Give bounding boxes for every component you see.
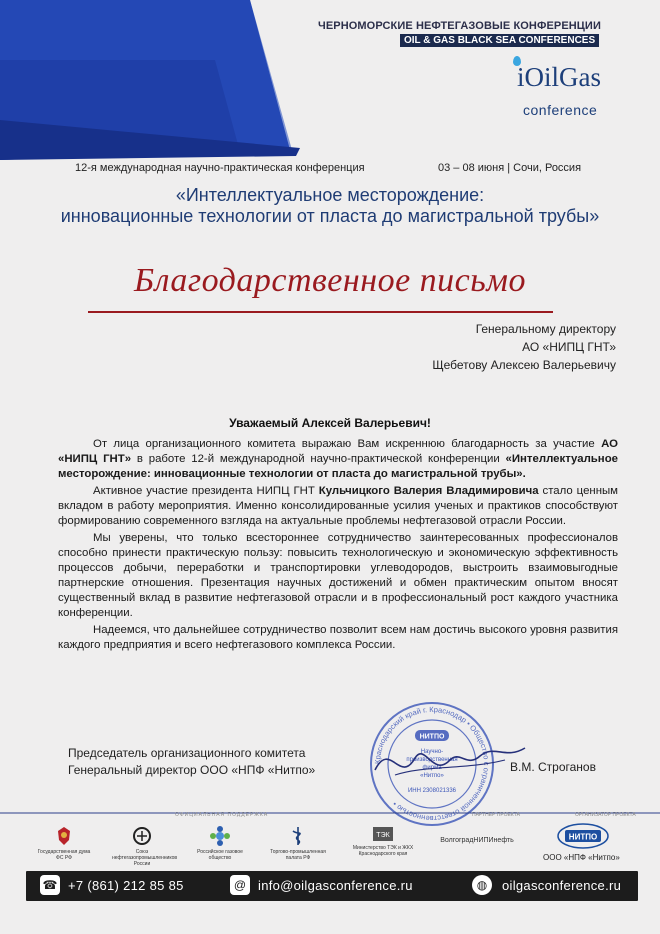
stamp-center-1: Научно- — [420, 749, 444, 755]
conference-number: 12-я международная научно-практическая конференция — [75, 162, 365, 174]
greeting: Уважаемый Алексей Валерьевич! — [229, 416, 431, 430]
signatory-role-line1: Председатель организационного комитета — [68, 746, 306, 760]
p1-conference-title: «Интеллектуальное месторождение: инновационные технологии от пласта до магистральной трубы». — [58, 453, 618, 480]
partner-volgograd-nipineft — [432, 838, 522, 844]
addressee-position: Генеральному директору — [475, 322, 616, 336]
conference-title-line2: инновационные технологии от пласта до магистральной трубы» — [60, 206, 600, 226]
footer-website[interactable]: oilgasconference.ru — [502, 878, 622, 893]
title-underline — [88, 311, 553, 313]
caduceus-icon — [289, 826, 307, 846]
p2-president-name: Кульчицкого Валерия Владимировича — [318, 485, 539, 497]
organizer-name: ООО «НПФ «Нитпо» — [543, 853, 620, 862]
svg-text:ТЭК: ТЭК — [376, 832, 390, 839]
label-project-partner: ПАРТНЕР ПРОЕКТА — [472, 812, 520, 818]
addressee-block — [360, 320, 616, 374]
footer-email[interactable]: info@oilgasconference.ru — [258, 878, 413, 893]
conference-title — [20, 185, 640, 227]
partner-name: Российское газовое общество — [197, 849, 243, 861]
phone-icon: ☎ — [40, 875, 60, 895]
corner-decoration — [0, 0, 330, 160]
organizer-name-en: OIL & GAS BLACK SEA CONFERENCES — [400, 34, 599, 47]
conference-title-line1: «Интеллектуальное месторождение: — [175, 185, 485, 205]
email-icon: @ — [230, 875, 250, 895]
organizer-logo — [557, 823, 609, 849]
stamp-center-4: «Нитпо» — [420, 773, 444, 779]
paragraph-4: Надеемся, что дальнейшее сотрудничество позволит всем нам достичь высокого уровня развития каждого предприятия и всего нефтегазового комплекса России. — [58, 624, 618, 651]
partner-name: ВолгоградНИПИнефть — [440, 837, 514, 844]
contact-footer — [26, 871, 638, 901]
p1-text-a: От лица организационного комитета выражаю Вам искреннюю благодарность за участие — [93, 438, 602, 450]
conference-date-place: 03 – 08 июня | Сочи, Россия — [438, 162, 582, 174]
partner-state-duma — [36, 826, 92, 861]
p2-text-a: Активное участие президента НИПЦ ГНТ — [93, 485, 319, 497]
stamp-center-3: фирма — [422, 765, 442, 771]
stamp-ring-text: Краснодарский край г. Краснодар • Общество с ограниченной ответственностью • — [372, 704, 492, 824]
p1-text-c: в работе 12-й международной научно-практической конференции — [131, 453, 506, 465]
logo-sub-text: conference — [523, 102, 598, 118]
partner-chamber-of-commerce — [266, 826, 330, 861]
logo-main-text: iOilGas — [517, 62, 601, 92]
p2-text-c: стало ценным вкладом в работу мероприятия. Именно консолидированные усилия ученых и практиков способствуют формированию современного взгляда на актуальные проблемы нефтегазовой отрасли России. — [58, 485, 619, 527]
organizer-logo-text: НИТПО — [568, 832, 598, 842]
partner-name: Государственная дума ФС РФ — [37, 849, 91, 861]
label-project-organizer: ОРГАНИЗАТОР ПРОЕКТА — [575, 812, 636, 818]
conference-logo — [505, 56, 617, 126]
globe-icon: ◍ — [472, 875, 492, 895]
stamp-logo: НИТПО — [419, 733, 445, 741]
p1-company: АО «НИПЦ ГНТ» — [58, 438, 618, 465]
paragraph-2 — [58, 484, 618, 529]
partner-ministry-tek — [350, 826, 416, 857]
footer-phone[interactable]: +7 (861) 212 85 85 — [68, 878, 184, 893]
signatory-role — [68, 745, 315, 779]
stamp-center-2: производственная — [406, 757, 458, 763]
signatory-role-line2: Генеральный директор ООО «НПФ «Нитпо» — [68, 763, 316, 777]
label-official-support: ОФИЦИАЛЬНАЯ ПОДДЕРЖКА — [175, 812, 269, 818]
partner-oil-gas-union — [112, 826, 178, 867]
eagle-emblem-icon — [55, 826, 73, 846]
signatory-name: В.М. Строганов — [510, 760, 596, 774]
letter-body — [58, 437, 618, 655]
paragraph-3: Мы уверены, что только всестороннее сотрудничество заинтересованных профессионалов способно принести практическую пользу: повысить технологическую и экономическую эффективность процессов добычи, переработки и транспортировки углеводородов, выстроить взаимовыгодные партнерские отношения. Презентация научных достижений и обмен практическим опытом вносят существенный вклад в развитие нефтегазовой отрасли и в профессиональный рост каждого участника конференции. — [58, 532, 618, 619]
stamp-inn: ИНН 2308021336 — [407, 788, 457, 794]
partner-name: Союз нефтегазопромышленников России — [112, 849, 178, 867]
paragraph-1 — [58, 437, 618, 482]
ministry-tek-icon — [372, 826, 394, 842]
partner-name: Министерство ТЭК и ЖКХ Краснодарского края — [352, 845, 414, 857]
organizer-name-ru: ЧЕРНОМОРСКИЕ НЕФТЕГАЗОВЫЕ КОНФЕРЕНЦИИ — [318, 20, 601, 32]
gas-society-flower-icon — [209, 826, 231, 846]
partner-name: Торгово-промышленная палата РФ — [270, 849, 326, 861]
union-emblem-icon — [132, 826, 152, 846]
partner-russian-gas-society — [190, 826, 250, 861]
addressee-name: Щебетову Алексею Валерьевичу — [432, 358, 616, 372]
handwritten-signature — [355, 730, 535, 790]
addressee-company: АО «НИПЦ ГНТ» — [522, 340, 616, 354]
document-title: Благодарственное письмо — [134, 262, 526, 299]
